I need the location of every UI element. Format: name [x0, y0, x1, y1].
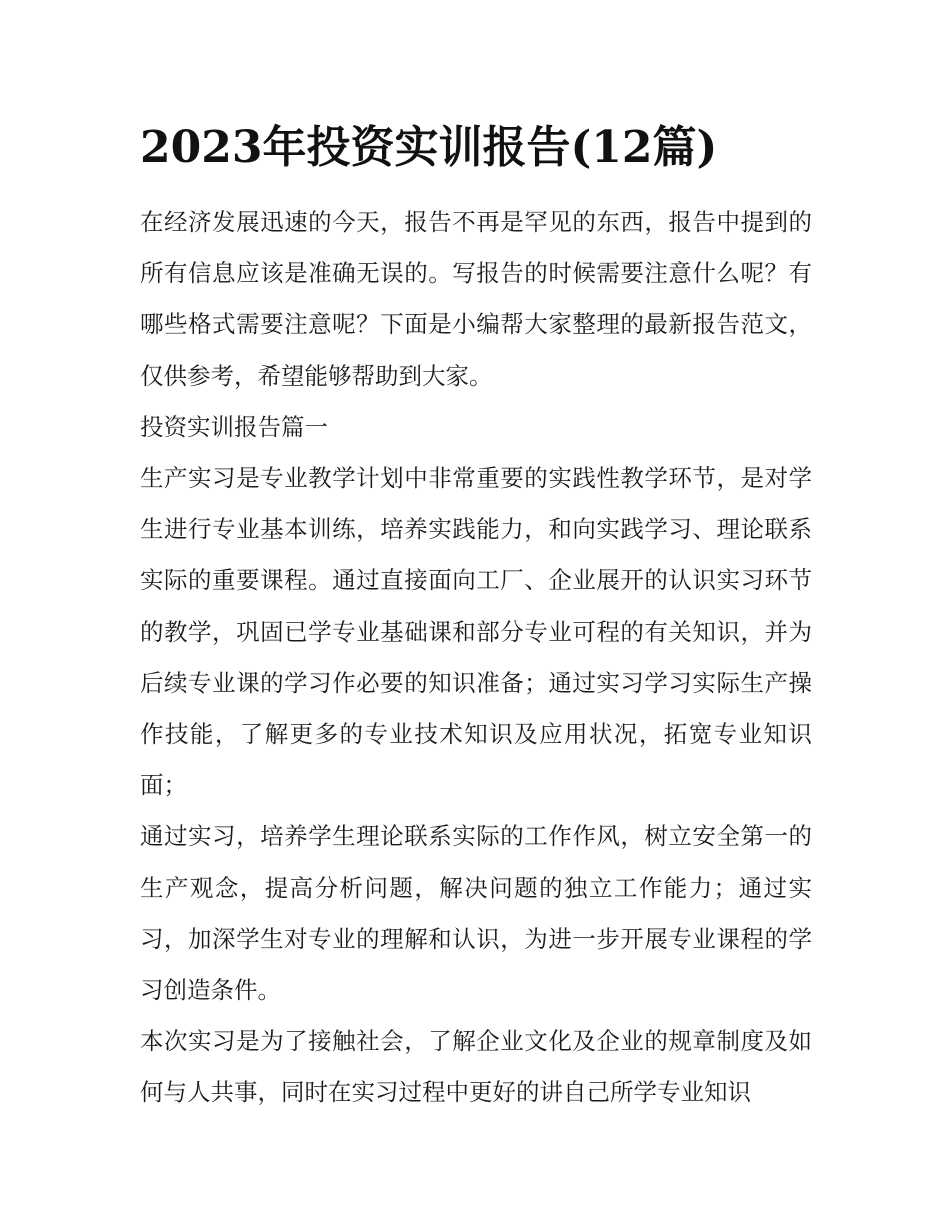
body-paragraph-1: 生产实习是专业教学计划中非常重要的实践性教学环节，是对学生进行专业基本训练，培养实践能力，和向实践学习、理论联系实际的重要课程。通过直接面向工厂、企业展开的认识实习环节的教学，巩固已学专业基础课和部分专业可程的有关知识，并为后续专业课的学习作必要的知识准备；通过实习学习实际生产操作技能，了解更多的专业技术知识及应用状况，拓宽专业知识面； — [140, 464, 812, 800]
document-body — [140, 197, 812, 1119]
intro-paragraph: 在经济发展迅速的今天，报告不再是罕见的东西，报告中提到的所有信息应该是准确无误的。写报告的时候需要注意什么呢？有哪些格式需要注意呢？下面是小编帮大家整理的最新报告范文，仅供参考，希望能够帮助到大家。 — [140, 208, 812, 390]
section-heading: 投资实训报告篇一 — [140, 412, 328, 441]
body-paragraph-3: 本次实习是为了接触社会，了解企业文化及企业的规章制度及如何与人共事，同时在实习过程中更好的讲自己所学专业知识 — [140, 1027, 812, 1107]
body-paragraph-2: 通过实习，培养学生理论联系实际的工作作风，树立安全第一的生产观念，提高分析问题，解决问题的独立工作能力；通过实习，加深学生对专业的理解和认识，为进一步开展专业课程的学习创造条件。 — [140, 822, 812, 1005]
document-title: 2023年投资实训报告(12篇) — [140, 122, 718, 173]
